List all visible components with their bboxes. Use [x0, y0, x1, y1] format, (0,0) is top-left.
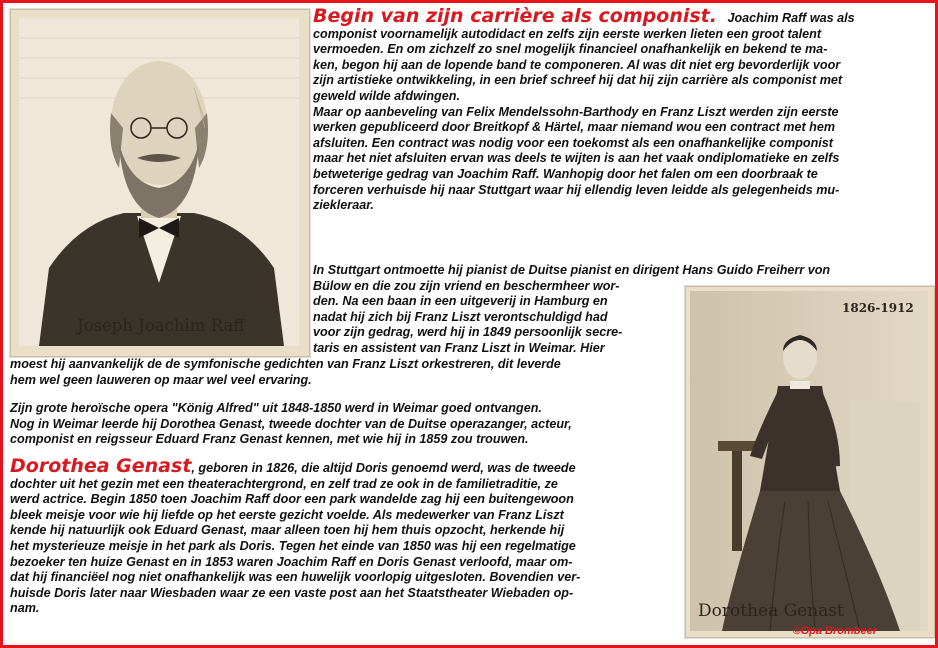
section-opera — [10, 401, 572, 448]
raff-portrait — [10, 9, 310, 357]
text-line: werken gepubliceerd door Breitkopf & Härtel, maar niemand wou een contract met hem — [313, 120, 836, 135]
text-line: nadat hij zich bij Franz Liszt verontschuldigd had — [313, 309, 608, 324]
text-line: Maar op aanbeveling van Felix Mendelssohn-Barthody en Franz Liszt werden zijn eerste — [313, 104, 839, 119]
text-line: moest hij aanvankelijk de de symfonische gedichten van Franz Liszt orkestreren, dit leverde — [10, 357, 561, 371]
text-line: ziekleraar. — [313, 198, 374, 213]
text-line: zijn artistieke ontwikkeling, in een brief schreef hij dat hij zijn carrière als componist met — [313, 73, 843, 88]
text-line: werd actrice. Begin 1850 toen Joachim Raff door een park wandelde zag hij een buitengewoon — [10, 492, 574, 507]
text-line: nam. — [10, 601, 40, 616]
text-line: dat hij financiëel nog niet onafhankelijk was een huwelijk voorlopig uitgesloten. Bovendien ver- — [10, 570, 581, 585]
section-career-lead: Joachim Raff was als — [727, 11, 855, 25]
section-dorothea — [10, 455, 581, 617]
section-career — [313, 5, 855, 214]
text-line: ken, begon hij aan de lopende band te componeren. Al was dit niet erg bevorderlijk voor — [313, 57, 841, 72]
text-line: den. Na een baan in een uitgeverij in Hamburg en — [313, 294, 608, 309]
text-line: bleek meisje voor wie hij liefde op het eerste gezicht voelde. Als medewerker van Franz Liszt — [10, 507, 564, 522]
text-line: Bülow en die zou zijn vriend en beschermheer wor- — [313, 278, 620, 293]
dorothea-photo — [685, 286, 935, 638]
text-line: voor zijn gedrag, werd hij in 1849 persoonlijk secre- — [313, 325, 623, 340]
dorothea-image — [690, 291, 928, 631]
text-line: bezoeker ten huize Genast en in 1853 waren Joachim Raff en Doris Genast verloofd, maar om- — [10, 554, 573, 569]
text-line: kende hij natuurlijk ook Eduard Genast, maar alleen toen hij hem thuis opzocht, herkende hij — [10, 523, 565, 538]
text-line: huisde Doris later naar Wiesbaden waar ze een vaste post aan het Staatstheater Wiebaden op- — [10, 585, 574, 600]
signature: ©Opa Brombeer — [792, 625, 877, 637]
text-line: maar het niet afsluiten ervan was deels te wijten is aan het vaak ondiplomatieke en zelfs — [313, 151, 840, 166]
text-line: geweld wilde afdwingen. — [313, 88, 460, 103]
dorothea-image-drawing — [690, 291, 928, 631]
section-dorothea-title: Dorothea Genast — [10, 455, 192, 477]
dorothea-caption: Dorothea Genast — [698, 601, 844, 621]
text-line: dochter uit het gezin met een theaterachtergrond, en zelf trad ze ook in de familietraditie, ze — [10, 476, 558, 491]
section-career-title: Begin van zijn carrière als componist. — [313, 5, 717, 27]
text-line: Zijn grote heroïsche opera "König Alfred" uit 1848-1850 werd in Weimar goed ontvangen. — [10, 401, 542, 415]
text-line: Nog in Weimar leerde hij Dorothea Genast, tweede dochter van de Duitse operazanger, acteur, — [10, 416, 572, 431]
section-dorothea-lead: , geboren in 1826, die altijd Doris genoemd werd, was de tweede — [191, 461, 576, 475]
text-line: forceren verhuisde hij naar Stuttgart waar hij ellendig leven leidde als gelegenheids mu- — [313, 182, 840, 197]
text-line: het mysterieuze meisje in het park als Doris. Tegen het einde van 1850 was hij een regelmatige — [10, 538, 576, 553]
raff-portrait-caption: Joseph Joachim Raff — [77, 316, 245, 335]
text-line: taris en assistent van Franz Liszt in Weimar. Hier — [313, 340, 605, 355]
raff-engraving — [19, 18, 299, 346]
text-line: componist voornamelijk autodidact en zelfs zijn eerste werken lieten een groot talent — [313, 26, 822, 41]
dorothea-years: 1826-1912 — [842, 301, 914, 315]
text-line: vermoeden. En om zichzelf zo snel mogelijk financieel onafhankelijk en bekend te ma- — [313, 42, 828, 57]
text-line: componist en reigsseur Eduard Franz Genast kennen, met wie hij in 1859 zou trouwen. — [10, 432, 529, 447]
text-line: In Stuttgart ontmoette hij pianist de Duitse pianist en dirigent Hans Guido Freiherr von — [313, 263, 831, 277]
text-line: afsluiten. Een contract was nodig voor een toekomst als een onafhankelijke componist — [313, 135, 833, 150]
text-line: hem wel geen lauweren op maar wel veel ervaring. — [10, 372, 312, 387]
section-stuttgart-cont — [10, 357, 561, 388]
raff-engraving-drawing — [19, 18, 299, 346]
text-line: betweterige gedrag van Joachim Raff. Wanhopig door het falen om een doorbraak te — [313, 166, 818, 181]
